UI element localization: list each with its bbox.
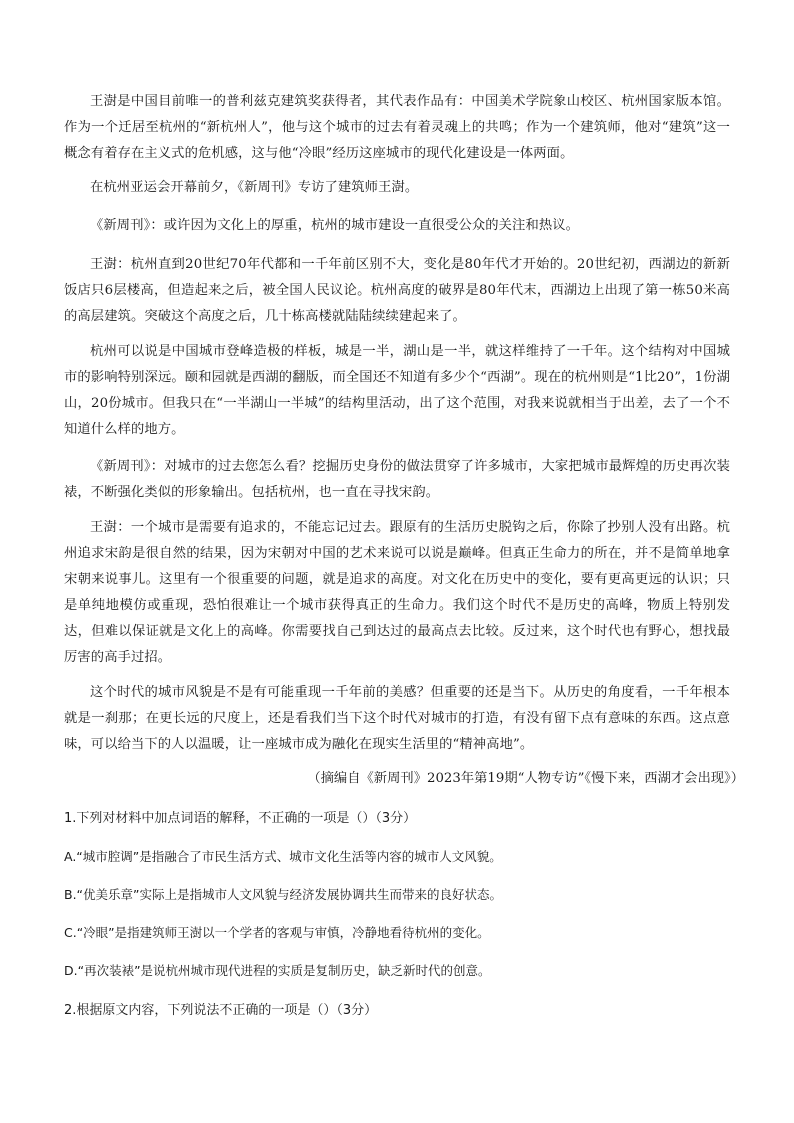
question-1-option-d: D.“再次装裱”是说杭州城市现代进程的实质是复制历史，缺乏新时代的创意。 bbox=[64, 963, 491, 978]
article-source: （摘编自《新周刊》2023年第19期“人物专访”《慢下来，西湖才会出现》） bbox=[307, 771, 744, 786]
question-1-stem: 1.下列对材料中加点词语的解释，不正确的一项是（）（3分） bbox=[64, 811, 417, 826]
question-2-stem: 2.根据原文内容，下列说法不正确的一项是（）（3分） bbox=[64, 1003, 378, 1018]
article-paragraph-interview-note: 在杭州亚运会开幕前夕，《新周刊》专访了建筑师王澍。 bbox=[90, 180, 419, 195]
question-1-option-c: C.“冷眼”是指建筑师王澍以一个学者的客观与审慎，冷静地看待杭州的变化。 bbox=[64, 925, 490, 940]
article-paragraph-answer-2-cont: 这个时代的城市风貌是不是有可能重现一千年前的美感？但重要的还是当下。从历史的角度看，一千年根本就是一刹那；在更长远的尺度上，还是看我们当下这个时代对城市的打造，有没有留下点有意味的东西。这点意味，可以给当下的人以温暖，让一座城市成为融化在现实生活里的“精神高地”。 bbox=[64, 685, 730, 752]
article-paragraph-question-2: 《新周刊》：对城市的过去您怎么看？挖掘历史身份的做法贯穿了许多城市，大家把城市最辉煌的历史再次装裱，不断强化类似的形象输出。包括杭州，也一直在寻找宋韵。 bbox=[64, 459, 730, 500]
article-paragraph-answer-1-cont: 杭州可以说是中国城市登峰造极的样板，城是一半，湖山是一半，就这样维持了一千年。这个结构对中国城市的影响特别深远。颐和园就是西湖的翻版，而全国还不知道有多少个“西湖”。现在的杭州则是“1比20”，1份湖山，20份城市。但我只在“一半湖山一半城”的结构里活动，出了这个范围，对我来说就相当于出差，去了一个不知道什么样的地方。 bbox=[64, 344, 730, 437]
question-1-option-a: A.“城市腔调”是指融合了市民生活方式、城市文化生活等内容的城市人文风貌。 bbox=[64, 849, 502, 864]
article-paragraph-answer-1: 王澍：杭州直到20世纪70年代都和一千年前区别不大，变化是80年代才开始的。20世纪初，西湖边的新新饭店只6层楼高，但造起来之后，被全国人民议论。杭州高度的破界是80年代末，西湖边上出现了第一栋50米高的高层建筑。突破这个高度之后，几十栋高楼就陆陆续续建起来了。 bbox=[64, 257, 730, 324]
article-paragraph-answer-2: 王澍：一个城市是需要有追求的，不能忘记过去。跟原有的生活历史脱钩之后，你除了抄别人没有出路。杭州追求宋韵是很自然的结果，因为宋朝对中国的艺术来说可以说是巅峰。但真正生命力的所在，并不是简单地拿宋朝来说事儿。这里有一个很重要的问题，就是追求的高度。对文化在历史中的变化，要有更高更远的认识；只是单纯地模仿或重现，恐怕很难让一个城市获得真正的生命力。我们这个时代不是历史的高峰，物质上特别发达，但难以保证就是文化上的高峰。你需要找自己到达过的最高点去比较。反过来，这个时代也有野心，想找最厉害的高手过招。 bbox=[64, 520, 730, 665]
article-paragraph-intro: 王澍是中国目前唯一的普利兹克建筑奖获得者，其代表作品有：中国美术学院象山校区、杭州国家版本馆。作为一个迁居至杭州的“新杭州人”，他与这个城市的过去有着灵魂上的共鸣；作为一个建筑师，他对“建筑”这一概念有着存在主义式的危机感，这与他“冷眼”经历这座城市的现代化建设是一体两面。 bbox=[64, 94, 730, 161]
article-paragraph-question-1: 《新周刊》：或许因为文化上的厚重，杭州的城市建设一直很受公众的关注和热议。 bbox=[90, 218, 580, 233]
question-1-option-b: B.“优美乐章”实际上是指城市人文风貌与经济发展协调共生而带来的良好状态。 bbox=[64, 887, 503, 902]
